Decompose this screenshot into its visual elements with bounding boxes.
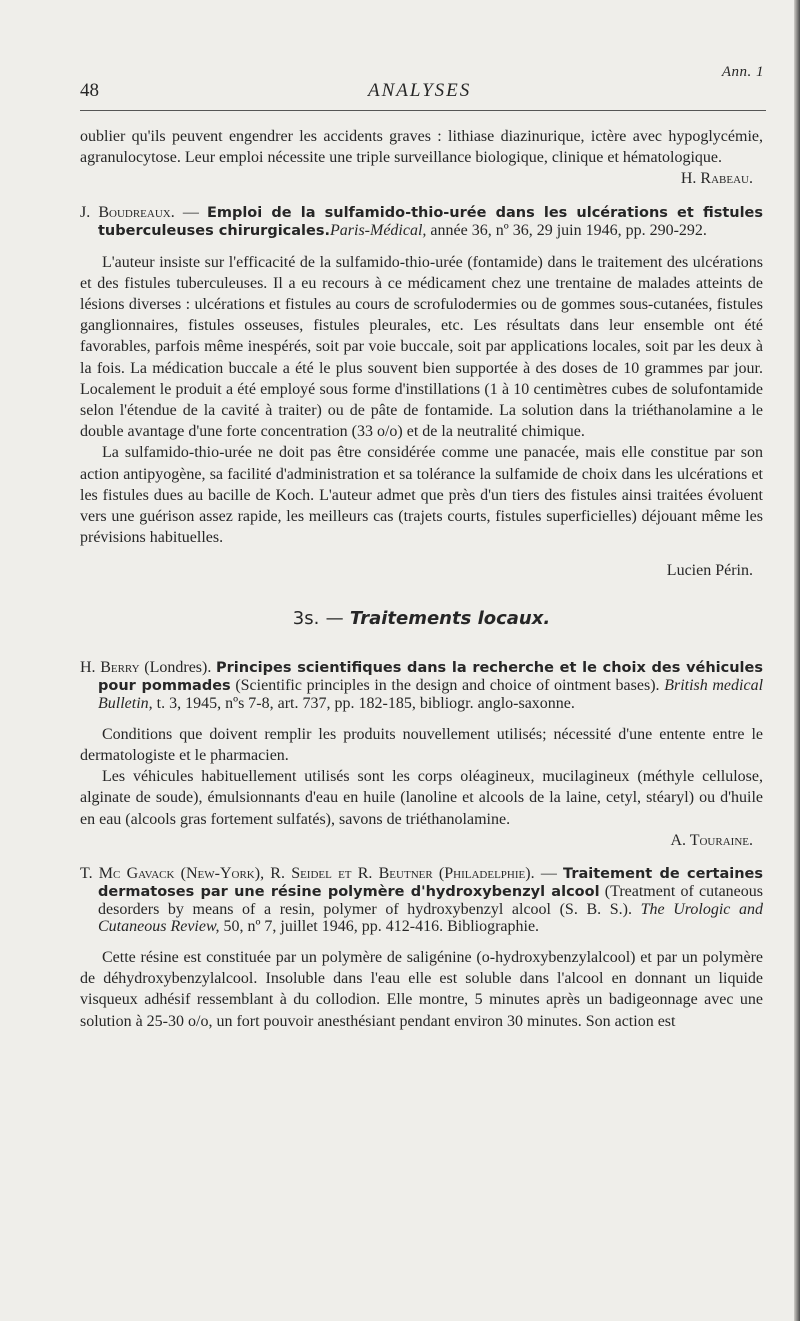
article-authors: T. Mc Gavack (New-York), R. Seidel et R. Beutner (Philadelphie). bbox=[80, 865, 535, 883]
article-paragraph: Cette résine est constituée par un polymère de saligénine (o-hydroxybenzylalcool) et par un polymère de déhydroxybenzylalcool. Insoluble dans l'eau elle est soluble dans l'alcool en donnant un liquide visqueux adhésif ressemblant à du collodion. Elle montre, 5 minutes après un badigeonnage avec une solution à 25-30 o/o, un fort pouvoir anesthésiant pendant environ 30 minutes. Son action est bbox=[80, 949, 763, 1030]
article-paragraph: L'auteur insiste sur l'efficacité de la sulfamido-thio-urée (fontamide) dans le traitement des ulcérations et des fistules tuberculeuses. Il a eu recours à ce médicament chez une trentaine de malades atteints de lésions diverses : ulcérations et fistules au cours de scrofulodermies ou de gommes sous-cutanées, fistules ganglionnaires, fistules osseuses, fistules pleurales, etc. Les résultats dans leur ensemble ont été favorables, parfois même inespérés, soit par voie buccale, soit par applications locales, soit par les deux à la fois. La médication buccale a été le plus souvent bien supportée à des doses de 10 grammes par jour. Localement le produit a été employé sous forme d'instillations (1 à 10 centimètres cubes de solufontamide selon l'étendue de la cavité à traiter) ou de pâte de fontamide. La solution dans la triéthanolamine a le double avantage d'une forte concentration (33 o/o) et de la neutralité chimique. bbox=[80, 253, 763, 441]
article-author: J. Boudreaux. bbox=[80, 203, 175, 221]
article-author: H. Berry bbox=[80, 658, 140, 676]
header-rule bbox=[80, 110, 766, 111]
article-signature bbox=[80, 830, 753, 851]
citation: année 36, nº 36, 29 juin 1946, pp. 290-292. bbox=[430, 221, 707, 239]
running-head bbox=[80, 62, 770, 114]
article-signature: Lucien Périn. bbox=[666, 562, 753, 580]
article-paragraph: La sulfamido-thio-urée ne doit pas être considérée comme une panacée, mais elle constitue par son action antipyogène, sa facilité d'administration et sa tolérance la sulfamide de choix dans les ulcérations et les fistules dues au bacille de Koch. L'auteur admet que près d'un tiers des fistules ainsi traitées évoluent vers une guérison assez rapide, les meilleurs cas (trajets courts, fistules superficielles) déjouant même les prévisions habituelles. bbox=[80, 444, 763, 547]
article-title: Traitement de certaines dermatoses par une résine polymère d'hydroxybenzyl alcool bbox=[98, 866, 764, 901]
article-heading bbox=[80, 865, 763, 935]
article-title: Principes scientifiques dans la recherche et le choix des véhicules pour pommades bbox=[98, 659, 763, 694]
section-number: 3s. bbox=[292, 607, 320, 629]
article-boudreaux bbox=[80, 204, 763, 582]
article-paragraph: Conditions que doivent remplir les produits nouvellement utilisés; nécessité d'une entente entre le dermatologiste et le pharmacien. bbox=[80, 725, 763, 765]
volume-label: Ann. 1 bbox=[721, 64, 764, 80]
section-dash: — bbox=[325, 607, 344, 629]
article-berry bbox=[80, 659, 763, 851]
article-paragraph: Les véhicules habituellement utilisés sont les corps oléagineux, mucilagineux (méthyle cellulose, alginate de soude), émulsionnants d'eau en huile (lanoline et alcools de la laine, cetyl, stéaryl) ou d'huile en eau (alcools gras fortement sulfatés), savons de triéthanolamine. bbox=[80, 768, 763, 828]
section-heading bbox=[80, 608, 763, 629]
article-title: Emploi de la sulfamido-thio-urée dans les ulcérations et fistules tuberculeuses chirurgicales. bbox=[98, 204, 764, 239]
citation: t. 3, 1945, nºs 7-8, art. 737, pp. 182-185, bibliogr. anglo-saxonne. bbox=[156, 694, 575, 712]
signature-name: A. Touraine. bbox=[670, 831, 753, 849]
prev-article-text: oublier qu'ils peuvent engendrer les accidents graves : lithiase diazinurique, ictère avec hypoglycémie, agranulocytose. Leur emploi nécessite une triple surveillance biologique, clinique et hématologique. bbox=[80, 128, 763, 167]
page-number: 48 bbox=[80, 80, 99, 101]
section-title: Traitements locaux. bbox=[349, 607, 551, 629]
heading-dash: — bbox=[182, 203, 199, 221]
article-heading bbox=[80, 659, 763, 712]
prev-article-signature: H. Rabeau. bbox=[680, 170, 753, 188]
journal-name: The Urologic and Cutaneous Review, bbox=[98, 901, 764, 936]
author-location: (Londres). bbox=[144, 658, 212, 676]
article-mcgavack bbox=[80, 865, 763, 1032]
title-translation: (Scientific principles in the design and choice of ointment bases). bbox=[235, 676, 660, 694]
title-translation: (Treatment of cutaneous desorders by means of a resin, polymer of hydroxybenzyl alcool (S. B. S.). bbox=[98, 883, 764, 919]
page-edge-shadow bbox=[794, 0, 800, 1321]
heading-dash: — bbox=[540, 865, 557, 883]
page-content bbox=[80, 126, 763, 1032]
journal-name: Paris-Médical, bbox=[330, 221, 427, 239]
running-title: ANALYSES bbox=[368, 80, 472, 101]
article-heading bbox=[80, 204, 763, 240]
journal-name: British medical Bulletin, bbox=[98, 676, 764, 712]
citation: 50, nº 7, juillet 1946, pp. 412-416. Bibliographie. bbox=[223, 918, 540, 936]
